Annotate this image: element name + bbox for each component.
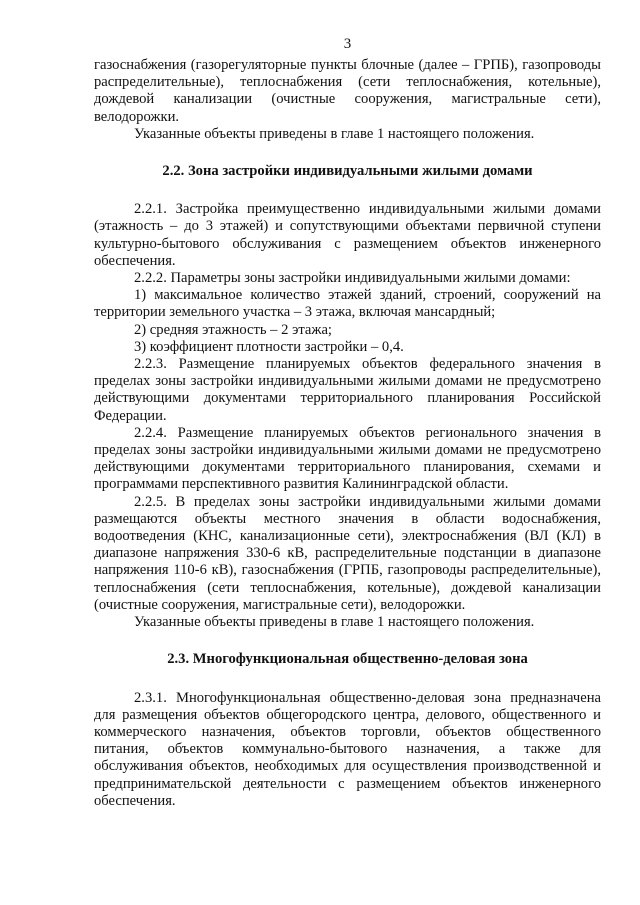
list-item-2: 2) средняя этажность – 2 этажа;	[134, 321, 332, 338]
paragraph-objects-note-2: Указанные объекты приведены в главе 1 настоящего положения.	[134, 614, 535, 631]
paragraph-2-3-1: 2.3.1. Многофункциональная общественно-деловая зона предназначена для размещения объектов общегородского центра, делового, общественного и коммерческого назначения, объектов торговли, объектов общественного питания, объектов коммунально-бытового назначения, а также для обслуживания объектов, необходимых для осуществления производственной и предпринимательской деятельности с размещением объектов инженерного обеспечения.	[94, 689, 601, 809]
section-heading-2-2: 2.2. Зона застройки индивидуальными жилыми домами	[162, 163, 533, 180]
document-page	[94, 33, 601, 810]
paragraph-2-2-3: 2.2.3. Размещение планируемых объектов федерального значения в пределах зоны застройки индивидуальными жилыми домами не предусмотрено действующими документами территориального планирования Российской Федерации.	[94, 356, 601, 424]
paragraph-continuation: газоснабжения (газорегуляторные пункты блочные (далее – ГРПБ), газопроводы распределительные), теплоснабжения (сети теплоснабжения, котельные), дождевой канализации (очистные сооружения, магистральные сети), велодорожки.	[94, 57, 601, 125]
list-item-1: 1) максимальное количество этажей зданий, строений, сооружений на территории земельного участка – 3 этажа, включая мансардный;	[94, 287, 601, 321]
paragraph-objects-note: Указанные объекты приведены в главе 1 настоящего положения.	[134, 125, 535, 142]
paragraph-2-2-1: 2.2.1. Застройка преимущественно индивидуальными жилыми домами (этажность – до 3 этажей) и сопутствующими объектами первичной ступени культурно-бытового обслуживания с размещением объектов инженерного обеспечения.	[94, 201, 601, 269]
paragraph-2-2-2: 2.2.2. Параметры зоны застройки индивидуальными жилыми домами:	[134, 270, 571, 287]
section-heading-2-3: 2.3. Многофункциональная общественно-деловая зона	[167, 651, 528, 668]
page-number: 3	[343, 36, 352, 52]
list-item-3: 3) коэффициент плотности застройки – 0,4.	[134, 338, 404, 355]
paragraph-2-2-4: 2.2.4. Размещение планируемых объектов регионального значения в пределах зоны застройки индивидуальными жилыми домами не предусмотрено действующими документами территориального планирования, схемами и программами перспективного развития Калининградской области.	[94, 424, 601, 493]
paragraph-2-2-5: 2.2.5. В пределах зоны застройки индивидуальными жилыми домами размещаются объекты местного значения в области водоснабжения, водоотведения (КНС, канализационные сети), электроснабжения (ВЛ (КЛ) в диапазоне напряжения 330-6 кВ, распределительные подстанции в диапазоне напряжения 110-6 кВ), газоснабжения (ГРПБ, газопроводы распределительные), теплоснабжения (сети теплоснабжения, котельные), дождевой канализации (очистные сооружения, магистральные сети), велодорожки.	[94, 493, 601, 613]
